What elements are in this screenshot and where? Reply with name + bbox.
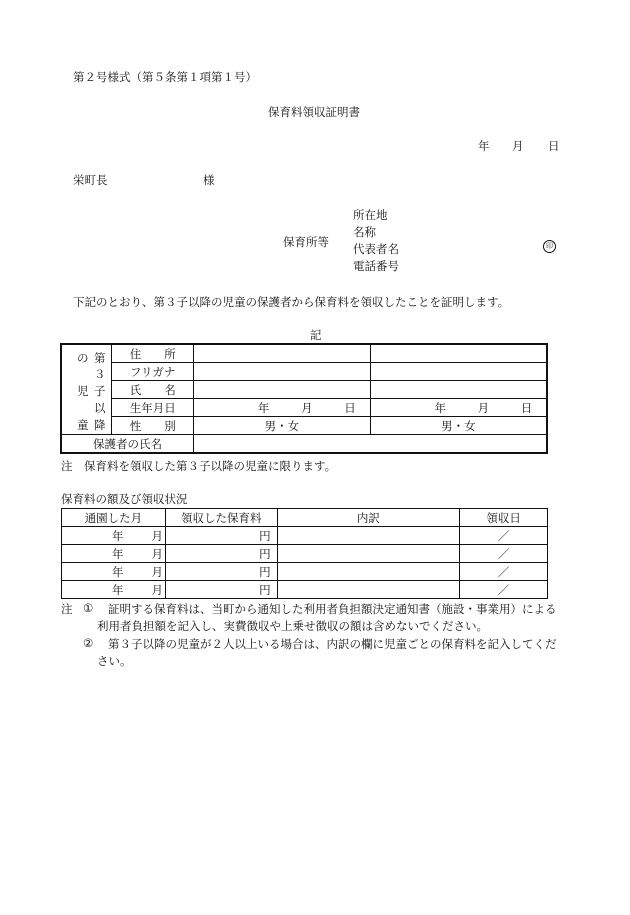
address-label: 所在地	[353, 208, 388, 222]
date-day-label: 日	[548, 139, 560, 153]
date-year-label: 年	[478, 139, 490, 153]
yen-label: 円	[259, 546, 271, 561]
month-label: 月	[477, 400, 490, 415]
third-child-header	[61, 344, 112, 435]
table-row	[61, 417, 547, 435]
table-row	[61, 344, 547, 363]
note-marker: ②	[83, 636, 94, 650]
table-row	[62, 581, 548, 599]
child1-birthdate-cell[interactable]	[193, 399, 370, 417]
fee-table	[61, 508, 548, 599]
month-cell[interactable]	[62, 527, 166, 545]
child2-birthdate-cell[interactable]	[370, 399, 547, 417]
yen-label: 円	[259, 528, 271, 543]
breakdown-cell[interactable]	[277, 563, 460, 581]
facility-name-label: 名称	[353, 225, 376, 239]
child2-furigana-cell[interactable]	[370, 363, 547, 381]
slash-label: ／	[497, 582, 510, 597]
column-header: 領収日	[460, 509, 548, 527]
receipt-date-cell[interactable]	[460, 563, 548, 581]
slash-label: ／	[497, 528, 510, 543]
issuer-label: 保育所等	[283, 235, 329, 249]
fee-amount-cell[interactable]	[165, 527, 277, 545]
month-label: 月	[151, 546, 163, 561]
month-cell[interactable]	[62, 581, 166, 599]
note1-line1: 証明する保育料は、当町から通知した利用者負担額決定通知書（施設・事業用）による	[108, 602, 557, 616]
furigana-row-label: フリガナ	[112, 363, 194, 381]
child-note: 注 保育料を領収した第３子以降の児童に限ります。	[61, 459, 337, 473]
notes-prefix: 注	[61, 602, 73, 616]
table-row	[61, 381, 547, 399]
month-cell[interactable]	[62, 545, 166, 563]
form-number: 第２号様式（第５条第１項第１号）	[73, 70, 257, 84]
yen-label: 円	[259, 582, 271, 597]
ki-label: 記	[310, 328, 322, 342]
vertical-char: 児	[77, 384, 89, 398]
table-row	[61, 399, 547, 417]
child2-name-cell[interactable]	[370, 381, 547, 399]
year-label: 年	[112, 546, 124, 561]
fee-section-title: 保育料の額及び領収状況	[61, 492, 188, 506]
month-label: 月	[151, 528, 163, 543]
vertical-char: 降	[94, 418, 106, 432]
vertical-char: の	[77, 351, 89, 365]
yen-label: 円	[259, 564, 271, 579]
note2-line2: さい。	[97, 654, 132, 668]
vertical-char: 以	[94, 401, 106, 415]
day-label: 日	[344, 400, 356, 415]
phone-label: 電話番号	[353, 259, 399, 273]
name-row-label: 氏 名	[112, 381, 194, 399]
year-label: 年	[112, 582, 124, 597]
vertical-char: 子	[94, 384, 106, 398]
receipt-date-cell[interactable]	[460, 581, 548, 599]
breakdown-cell[interactable]	[277, 581, 460, 599]
slash-label: ／	[497, 546, 510, 561]
document-title: 保育料領収証明書	[268, 105, 360, 119]
table-row	[61, 435, 547, 454]
vertical-char: 第	[94, 351, 106, 365]
column-header: 通園した月	[62, 509, 166, 527]
guardian-name-cell[interactable]	[193, 435, 547, 454]
month-label: 月	[151, 582, 163, 597]
note1-line2: 利用者負担額を記入し、実費徴収や上乗せ徴収の額は含めないでください。	[97, 619, 488, 633]
year-label: 年	[112, 528, 124, 543]
vertical-char: 童	[77, 418, 89, 432]
table-row	[62, 563, 548, 581]
seal-mark: 印	[543, 240, 556, 253]
table-row	[62, 527, 548, 545]
certification-statement: 下記のとおり、第３子以降の児童の保護者から保育料を領収したことを証明します。	[73, 295, 510, 309]
gender-row-label: 性 別	[112, 417, 194, 435]
fee-amount-cell[interactable]	[165, 581, 277, 599]
receipt-date-cell[interactable]	[460, 545, 548, 563]
address-row-label: 住 所	[112, 344, 194, 363]
column-header: 領収した保育料	[165, 509, 277, 527]
year-label: 年	[257, 400, 270, 415]
child2-address-cell[interactable]	[370, 344, 547, 363]
table-header-row	[62, 509, 548, 527]
child1-name-cell[interactable]	[193, 381, 370, 399]
child1-gender-cell[interactable]: 男・女	[193, 417, 370, 435]
year-label: 年	[434, 400, 446, 415]
month-label: 月	[301, 400, 313, 415]
date-month-label: 月	[512, 139, 524, 153]
table-row	[61, 363, 547, 381]
child1-furigana-cell[interactable]	[193, 363, 370, 381]
representative-label: 代表者名	[353, 242, 399, 256]
month-cell[interactable]	[62, 563, 166, 581]
slash-label: ／	[497, 564, 510, 579]
day-label: 日	[520, 400, 533, 415]
child1-address-cell[interactable]	[193, 344, 370, 363]
addressee-honorific: 様	[203, 173, 215, 187]
breakdown-cell[interactable]	[277, 527, 460, 545]
column-header: 内訳	[277, 509, 460, 527]
table-row	[62, 545, 548, 563]
addressee-name: 栄町長	[73, 173, 108, 187]
fee-amount-cell[interactable]	[165, 563, 277, 581]
child2-gender-cell[interactable]: 男・女	[370, 417, 547, 435]
year-label: 年	[112, 564, 124, 579]
receipt-date-cell[interactable]	[460, 527, 548, 545]
birthdate-row-label: 生年月日	[112, 399, 194, 417]
child-info-table	[60, 343, 548, 454]
breakdown-cell[interactable]	[277, 545, 460, 563]
month-label: 月	[151, 564, 163, 579]
guardian-name-label: 保護者の氏名	[61, 435, 193, 454]
note2-line1: 第３子以降の児童が２人以上いる場合は、内訳の欄に児童ごとの保育料を記入してくだ	[108, 637, 557, 651]
note-marker: ①	[83, 601, 94, 615]
vertical-char: ３	[94, 367, 106, 381]
fee-amount-cell[interactable]	[165, 545, 277, 563]
